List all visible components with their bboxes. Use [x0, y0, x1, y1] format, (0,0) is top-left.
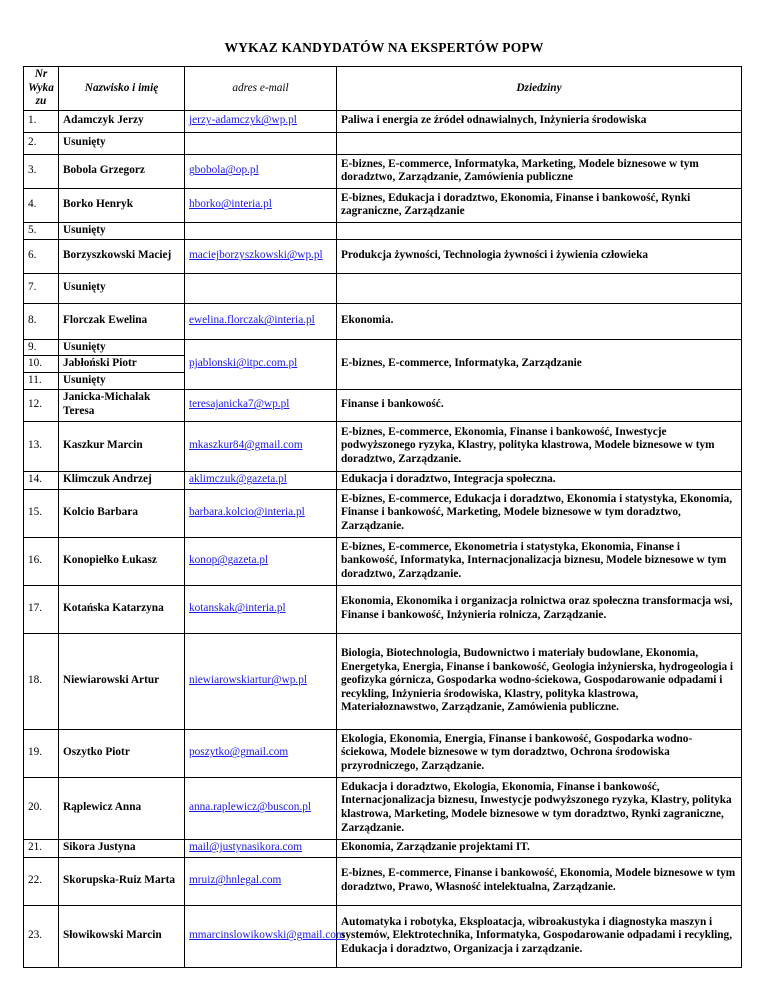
domains-text	[337, 222, 742, 239]
table-row	[24, 585, 742, 633]
email-link[interactable]: aklimczuk@gazeta.pl	[185, 471, 337, 489]
email-cell	[185, 273, 337, 303]
row-number: 18.	[24, 633, 59, 729]
candidate-name: Jabłoński Piotr	[59, 356, 185, 373]
row-number: 9.	[24, 339, 59, 356]
candidate-name: Niewiarowski Artur	[59, 633, 185, 729]
email-cell	[185, 132, 337, 154]
candidate-name: Kotańska Katarzyna	[59, 585, 185, 633]
email-link[interactable]: kotanskak@interia.pl	[185, 585, 337, 633]
table-row	[24, 905, 742, 967]
row-number: 13.	[24, 421, 59, 471]
row-number: 4.	[24, 188, 59, 222]
candidate-name: Skorupska-Ruiz Marta	[59, 857, 185, 905]
candidate-name: Rąplewicz Anna	[59, 777, 185, 839]
domains-text: Ekologia, Ekonomia, Energia, Finanse i bankowość, Gospodarka wodno-ściekowa, Modele biznesowe w tym doradztwo, Ochrona środowiska przyrodniczego, Zarządzanie.	[337, 729, 742, 777]
row-number: 15.	[24, 489, 59, 537]
domains-text: E-biznes, E-commerce, Informatyka, Marketing, Modele biznesowe w tym doradztwo, Zarządzanie, Zamówienia publiczne	[337, 154, 742, 188]
row-number: 14.	[24, 471, 59, 489]
row-number: 8.	[24, 303, 59, 339]
domains-text	[337, 273, 742, 303]
candidate-name: Adamczyk Jerzy	[59, 110, 185, 132]
domains-text: Edukacja i doradztwo, Ekologia, Ekonomia, Finanse i bankowość, Internacjonalizacja biznesu, Inwestycje podwyższonego ryzyka, Klastry, polityka klastrowa, Marketing, Modele biznesowe w tym doradztwo, Rynki zagraniczne, Zarządzanie.	[337, 777, 742, 839]
row-number: 6.	[24, 239, 59, 273]
domains-text: Ekonomia, Zarządzanie projektami IT.	[337, 839, 742, 857]
row-number: 2.	[24, 132, 59, 154]
table-row	[24, 633, 742, 729]
email-link[interactable]: konop@gazeta.pl	[185, 537, 337, 585]
table-row	[24, 154, 742, 188]
domains-text: Edukacja i doradztwo, Integracja społeczna.	[337, 471, 742, 489]
row-number: 10.	[24, 356, 59, 373]
email-link[interactable]: poszytko@gmail.com	[185, 729, 337, 777]
email-link[interactable]: teresajanicka7@wp.pl	[185, 389, 337, 421]
candidate-name: Klimczuk Andrzej	[59, 471, 185, 489]
email-link[interactable]: mail@justynasikora.com	[185, 839, 337, 857]
domains-text: E-biznes, E-commerce, Finanse i bankowość, Ekonomia, Modele biznesowe w tym doradztwo, Prawo, Własność intelektualna, Zarządzanie.	[337, 857, 742, 905]
email-link[interactable]: maciejborzyszkowski@wp.pl	[185, 239, 337, 273]
row-number: 16.	[24, 537, 59, 585]
candidate-name: Janicka-Michalak Teresa	[59, 389, 185, 421]
table-row	[24, 489, 742, 537]
table-row	[24, 303, 742, 339]
domains-text: Automatyka i robotyka, Eksploatacja, wibroakustyka i diagnostyka maszyn i systemów, Elektrotechnika, Informatyka, Gospodarowanie odpadami i recykling, Edukacja i doradztwo, Organizacja i zarządzanie.	[337, 905, 742, 967]
domains-text: Ekonomia.	[337, 303, 742, 339]
candidate-name: Usunięty	[59, 222, 185, 239]
candidate-name: Usunięty	[59, 132, 185, 154]
domains-text: E-biznes, E-commerce, Edukacja i doradztwo, Ekonomia i statystyka, Ekonomia, Finanse i bankowość, Marketing, Modele biznesowe w tym doradztwo, Zarządzanie.	[337, 489, 742, 537]
domains-text: Biologia, Biotechnologia, Budownictwo i materiały budowlane, Ekonomia, Energetyka, Energia, Finanse i bankowość, Geologia inżynierska, hydrogeologia i geofizyka górnicza, Gospodarka wodno-ściekowa, Gospodarowanie odpadami i recykling, Inżynieria środowiska, Klastry, polityka klastrowa, Materiałoznawstwo, Zarządzanie, Zamówienia publiczne.	[337, 633, 742, 729]
email-link[interactable]: mmarcinslowikowski@gmail.com	[185, 905, 337, 967]
domains-text: Finanse i bankowość.	[337, 389, 742, 421]
email-link[interactable]: pjablonski@itpc.com.pl	[185, 339, 337, 389]
table-row	[24, 839, 742, 857]
domains-text	[337, 132, 742, 154]
row-number: 11.	[24, 372, 59, 389]
row-number: 7.	[24, 273, 59, 303]
candidate-name: Kaszkur Marcin	[59, 421, 185, 471]
email-link[interactable]: barbara.kolcio@interia.pl	[185, 489, 337, 537]
table-row	[24, 471, 742, 489]
email-link[interactable]: mkaszkur84@gmail.com	[185, 421, 337, 471]
candidate-name: Usunięty	[59, 273, 185, 303]
candidate-name: Słowikowski Marcin	[59, 905, 185, 967]
domains-text: E-biznes, E-commerce, Ekonometria i statystyka, Ekonomia, Finanse i bankowość, Informatyka, Internacjonalizacja biznesu, Modele biznesowe w tym doradztwo, Zarządzanie.	[337, 537, 742, 585]
candidates-table	[23, 66, 742, 968]
table-row	[24, 389, 742, 421]
row-number: 12.	[24, 389, 59, 421]
candidate-name: Bobola Grzegorz	[59, 154, 185, 188]
candidate-name: Borko Henryk	[59, 188, 185, 222]
email-link[interactable]: jerzy-adamczyk@wp.pl	[185, 110, 337, 132]
table-row	[24, 537, 742, 585]
header-domains: Dziedziny	[337, 67, 742, 111]
email-link[interactable]: mruiz@hnlegal.com	[185, 857, 337, 905]
table-row	[24, 110, 742, 132]
candidate-name: Kolcio Barbara	[59, 489, 185, 537]
table-row	[24, 132, 742, 154]
candidate-name: Borzyszkowski Maciej	[59, 239, 185, 273]
email-link[interactable]: ewelina.florczak@interia.pl	[185, 303, 337, 339]
domains-text: Paliwa i energia ze źródeł odnawialnych, Inżynieria środowiska	[337, 110, 742, 132]
row-number: 17.	[24, 585, 59, 633]
table-row	[24, 222, 742, 239]
email-cell	[185, 222, 337, 239]
table-row	[24, 239, 742, 273]
domains-text: E-biznes, Edukacja i doradztwo, Ekonomia, Finanse i bankowość, Rynki zagraniczne, Zarządzanie	[337, 188, 742, 222]
email-link[interactable]: niewiarowskiartur@wp.pl	[185, 633, 337, 729]
row-number: 19.	[24, 729, 59, 777]
row-number: 1.	[24, 110, 59, 132]
candidate-name: Sikora Justyna	[59, 839, 185, 857]
email-link[interactable]: hborko@interia.pl	[185, 188, 337, 222]
row-number: 20.	[24, 777, 59, 839]
domains-text: Ekonomia, Ekonomika i organizacja rolnictwa oraz społeczna transformacja wsi, Finanse i bankowość, Inżynieria rolnicza, Zarządzanie.	[337, 585, 742, 633]
domains-text: Produkcja żywności, Technologia żywności i żywienia człowieka	[337, 239, 742, 273]
email-link[interactable]: gbobola@op.pl	[185, 154, 337, 188]
candidate-name: Usunięty	[59, 339, 185, 356]
candidate-name: Florczak Ewelina	[59, 303, 185, 339]
row-number: 21.	[24, 839, 59, 857]
candidate-name: Usunięty	[59, 372, 185, 389]
header-nr: Nr Wyka zu	[24, 67, 59, 111]
domains-text: E-biznes, E-commerce, Ekonomia, Finanse i bankowość, Inwestycje podwyższonego ryzyka, Klastry, polityka klastrowa, Modele biznesowe w tym doradztwo, Zarządzanie.	[337, 421, 742, 471]
row-number: 5.	[24, 222, 59, 239]
row-number: 23.	[24, 905, 59, 967]
row-number: 22.	[24, 857, 59, 905]
domains-text: E-biznes, E-commerce, Informatyka, Zarządzanie	[337, 339, 742, 389]
table-row	[24, 421, 742, 471]
table-row	[24, 857, 742, 905]
document-title: WYKAZ KANDYDATÓW NA EKSPERTÓW POPW	[224, 40, 544, 55]
table-row	[24, 273, 742, 303]
table-row	[24, 188, 742, 222]
header-name: Nazwisko i imię	[59, 67, 185, 111]
row-number: 3.	[24, 154, 59, 188]
header-email: adres e-mail	[185, 67, 337, 111]
table-row	[24, 729, 742, 777]
table-row	[24, 339, 742, 356]
candidate-name: Oszytko Piotr	[59, 729, 185, 777]
email-link[interactable]: anna.raplewicz@buscon.pl	[185, 777, 337, 839]
table-row	[24, 777, 742, 839]
candidate-name: Konopiełko Łukasz	[59, 537, 185, 585]
